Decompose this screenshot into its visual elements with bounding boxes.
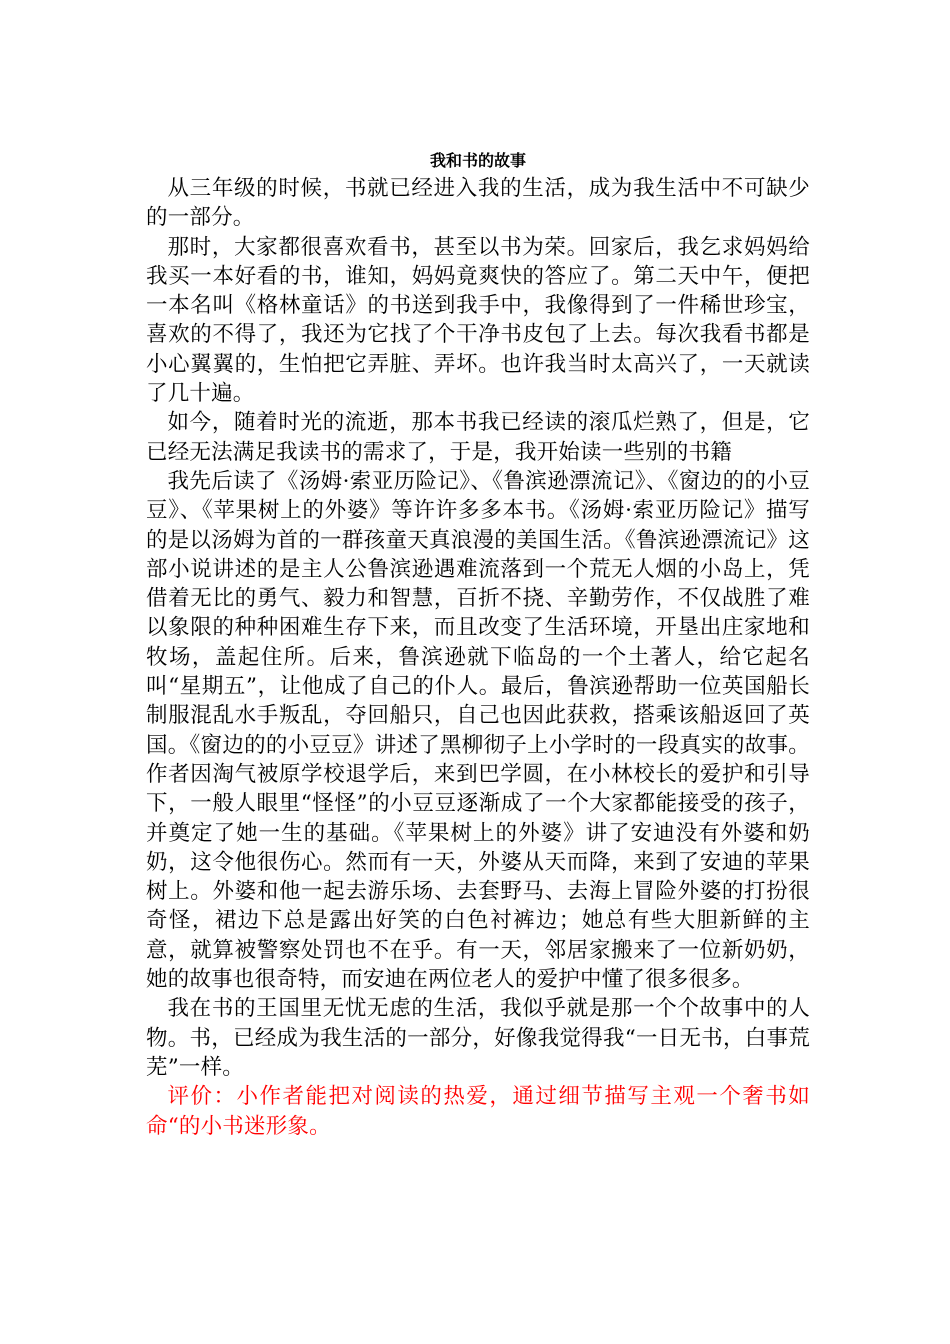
teacher-review: 评价：小作者能把对阅读的热爱，通过细节描写主观一个奢书如命“的小书迷形象。 xyxy=(146,1084,810,1139)
document-title: 我和书的故事 xyxy=(429,151,526,170)
paragraph-2: 那时，大家都很喜欢看书，甚至以书为荣。回家后，我乞求妈妈给我买一本好看的书，谁知，妈妈竟爽快的答应了。第二天中午，便把一本名叫《格林童话》的书送到我手中，我像得到了一件稀世珍宝，喜欢的不得了，我还为它找了个干净书皮包了上去。每次我看书都是小心翼翼的，生怕把它弄脏、弄坏。也许我当时太高兴了，一天就读了几十遍。 xyxy=(146,234,810,407)
paragraph-4: 我先后读了《汤姆·索亚历险记》、《鲁滨逊漂流记》、《窗边的的小豆豆》、《苹果树上的外婆》等许许多多本书。《汤姆·索亚历险记》描写的是以汤姆为首的一群孩童天真浪漫的美国生活。《鲁滨逊漂流记》这部小说讲述的是主人公鲁滨逊遇难流落到一个荒无人烟的小岛上，凭借着无比的勇气、毅力和智慧，百折不挠、辛勤劳作，不仅战胜了难以象限的种种困难生存下来，而且改变了生活环境，开垦出庄家地和牧场，盖起住所。后来，鲁滨逊就下临岛的一个土著人，给它起名叫“星期五”，让他成了自己的仆人。最后，鲁滨逊帮助一位英国船长制服混乱水手叛乱，夺回船只，自己也因此获救，搭乘该船返回了英国。《窗边的的小豆豆》讲述了黑柳彻子上小学时的一段真实的故事。作者因淘气被原学校退学后，来到巴学圆，在小林校长的爱护和引导下，一般人眼里“怪怪”的小豆豆逐渐成了一个大家都能接受的孩子，并奠定了她一生的基础。《苹果树上的外婆》讲了安迪没有外婆和奶奶，这令他很伤心。然而有一天，外婆从天而降，来到了安迪的苹果树上。外婆和他一起去游乐场、去套野马、去海上冒险外婆的打扮很奇怪，裙边下总是露出好笑的白色衬裤边；她总有些大胆新鲜的主意，就算被警察处罚也不在乎。有一天，邻居家搬来了一位新奶奶，她的故事也很奇特，而安迪在两位老人的爱护中懂了很多很多。 xyxy=(146,468,810,993)
paragraph-5: 我在书的王国里无忧无虑的生活，我似乎就是那一个个故事中的人物。书，已经成为我生活的一部分，好像我觉得我“一日无书，白事荒芜”一样。 xyxy=(146,996,810,1080)
paragraph-1: 从三年级的时候，书就已经进入我的生活，成为我生活中不可缺少的一部分。 xyxy=(146,176,810,231)
document-body xyxy=(146,148,810,1141)
paragraph-3: 如今，随着时光的流逝，那本书我已经读的滚瓜烂熟了，但是，它已经无法满足我读书的需求了，于是，我开始读一些别的书籍 xyxy=(146,410,810,465)
